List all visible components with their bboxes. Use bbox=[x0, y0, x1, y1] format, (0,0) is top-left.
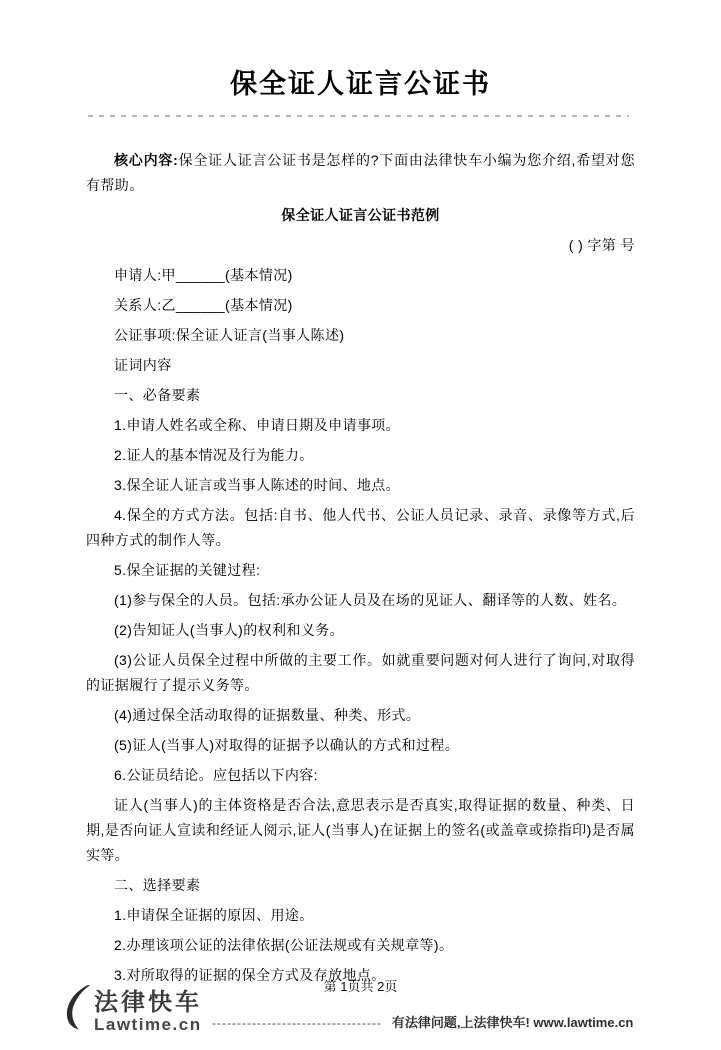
logo-swoosh-icon bbox=[64, 984, 92, 1035]
paragraph: 二、选择要素 bbox=[114, 877, 201, 893]
paragraph: 5.保全证据的关键过程: bbox=[114, 562, 261, 578]
paragraph: 保全证人证言公证书范例 bbox=[281, 207, 440, 223]
paragraph: (1)参与保全的人员。包括:承办公证人员及在场的见证人、翻译等的人数、姓名。 bbox=[114, 592, 627, 608]
logo-domain-text: Lawtime.cn bbox=[94, 1015, 202, 1034]
paragraph: 证词内容 bbox=[114, 357, 172, 373]
paragraph: 3.保全证人证言或当事人陈述的时间、地点。 bbox=[114, 477, 401, 493]
paragraph: (2)告知证人(当事人)的权利和义务。 bbox=[114, 622, 345, 638]
paragraph: 2.办理该项公证的法律依据(公证法规或有关规章等)。 bbox=[114, 937, 454, 953]
paragraph: 一、必备要素 bbox=[114, 387, 201, 403]
paragraph: 6.公证员结论。应包括以下内容: bbox=[114, 767, 318, 783]
logo-text bbox=[94, 991, 202, 1035]
paragraph: 4.保全的方式方法。包括:自书、他人代书、公证人员记录、录音、录像等方式,后四种方式的制作人等。 bbox=[86, 507, 635, 548]
footer-tagline: 有法律问题,上法律快车! www.lawtime.cn bbox=[391, 1015, 634, 1030]
paragraph: 3.对所取得的证据的保全方式及存放地点。 bbox=[114, 967, 386, 983]
document-title: 保全证人证言公证书 bbox=[230, 69, 491, 99]
intro-paragraph bbox=[86, 148, 635, 198]
intro-lead: 核心内容: bbox=[114, 152, 179, 168]
logo-chinese-text: 法律快车 bbox=[94, 989, 202, 1016]
paragraph: (4)通过保全活动取得的证据数量、种类、形式。 bbox=[114, 707, 421, 723]
paragraph: 1.申请保全证据的原因、用途。 bbox=[114, 907, 314, 923]
paragraph: (5)证人(当事人)对取得的证据予以确认的方式和过程。 bbox=[114, 737, 460, 753]
page-number: 第 1页共 2页 bbox=[323, 979, 398, 994]
lawtime-logo bbox=[64, 984, 202, 1035]
paragraph: 公证事项:保全证人证言(当事人陈述) bbox=[114, 327, 345, 343]
footer-dashes: ---------------------------------- bbox=[212, 1016, 382, 1030]
paragraph: 1.申请人姓名或全称、申请日期及申请事项。 bbox=[114, 417, 401, 433]
paragraph: 关系人:乙______(基本情况) bbox=[114, 297, 293, 313]
document-body bbox=[86, 203, 635, 988]
title-divider bbox=[88, 115, 629, 117]
paragraph: 2.证人的基本情况及行为能力。 bbox=[114, 447, 314, 463]
intro-text: 保全证人证言公证书是怎样的?下面由法律快车小编为您介绍,希望对您有帮助。 bbox=[86, 152, 635, 193]
paragraph: (3)公证人员保全过程中所做的主要工作。如就重要问题对何人进行了询问,对取得的证据履行了提示义务等。 bbox=[86, 652, 635, 693]
paragraph: ( ) 字第 号 bbox=[568, 237, 635, 253]
footer-row bbox=[64, 984, 665, 1035]
paragraph: 证人(当事人)的主体资格是否合法,意思表示是否真实,取得证据的数量、种类、日期,是否向证人宣读和经证人阅示,证人(当事人)在证据上的签名(或盖章或捺指印)是否属实等。 bbox=[86, 797, 635, 863]
page-footer bbox=[0, 978, 721, 1038]
paragraph: 申请人:甲______(基本情况) bbox=[114, 267, 293, 283]
